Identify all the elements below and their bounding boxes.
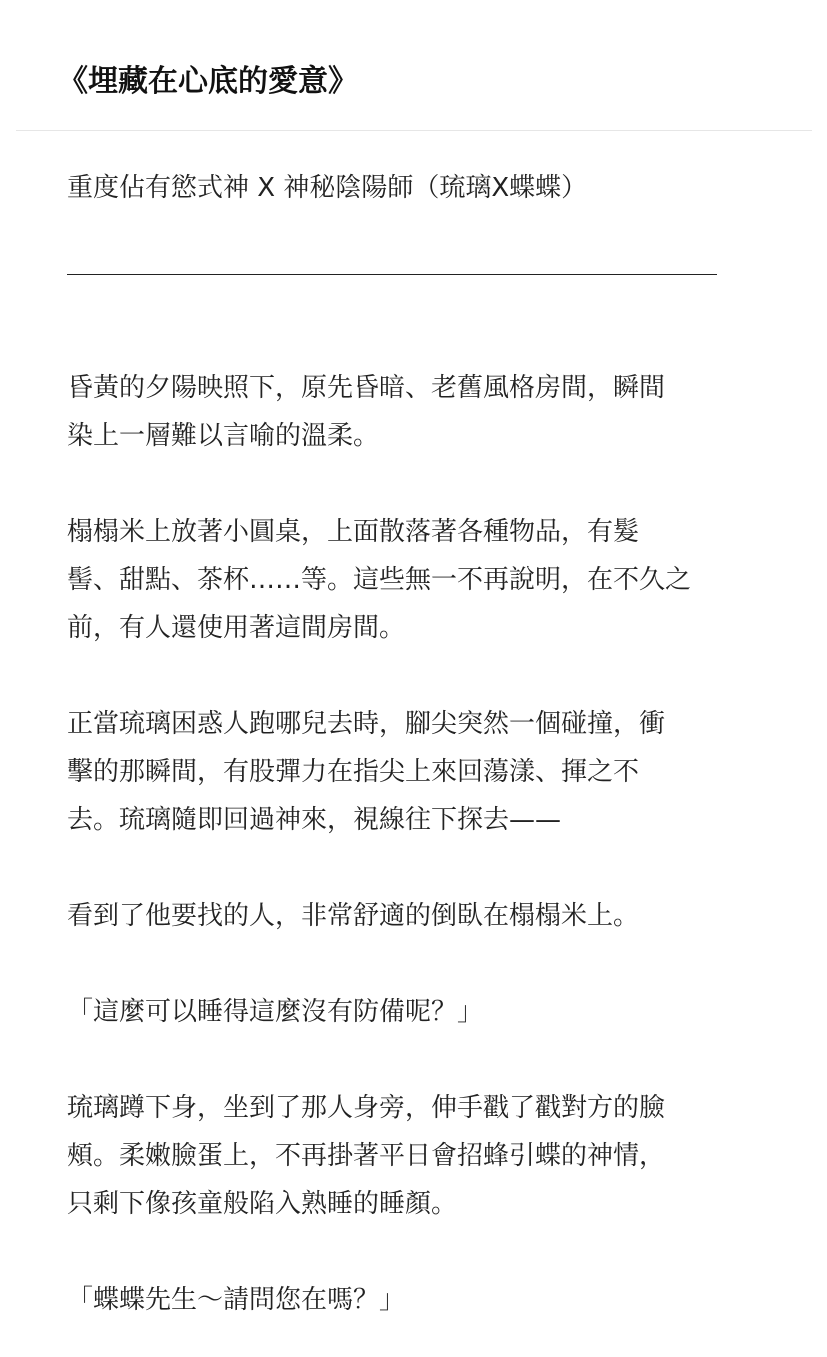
paragraph: 榻榻米上放著小圓桌，上面散落著各種物品，有髮 髻、甜點、茶杯……等。這些無一不再說明，在不久之 前，有人還使用著這間房間。 — [67, 517, 692, 643]
paragraph: 看到了他要找的人，非常舒適的倒臥在榻榻米上。 — [67, 901, 640, 931]
article-title: 《埋藏在心底的愛意》 — [58, 64, 358, 99]
paragraph: 正當琉璃困惑人跑哪兒去時，腳尖突然一個碰撞，衝 擊的那瞬間，有股彈力在指尖上來回蕩漾、揮之不 去。琉璃隨即回過神來，視線往下探去—— — [67, 709, 666, 835]
paragraph: 昏黃的夕陽映照下，原先昏暗、老舊風格房間，瞬間 染上一層難以言喻的溫柔。 — [67, 373, 666, 451]
paragraph: 琉璃蹲下身，坐到了那人身旁，伸手戳了戳對方的臉 頰。柔嫩臉蛋上，不再掛著平日會招蜂引蝶的神情， 只剩下像孩童般陷入熟睡的睡顏。 — [67, 1093, 666, 1219]
dialogue-line: 「這麼可以睡得這麼沒有防備呢？」 — [67, 997, 484, 1027]
section-divider: ＿＿＿＿＿＿＿＿＿＿＿＿＿＿＿＿＿＿＿＿＿＿＿＿＿ — [67, 249, 718, 279]
article-body — [67, 164, 767, 1324]
dialogue-line: 「蝶蝶先生～請問您在嗎？」 — [67, 1285, 406, 1315]
article-subtitle: 重度佔有慾式神 X 神秘陰陽師（琉璃X蝶蝶） — [67, 173, 588, 203]
